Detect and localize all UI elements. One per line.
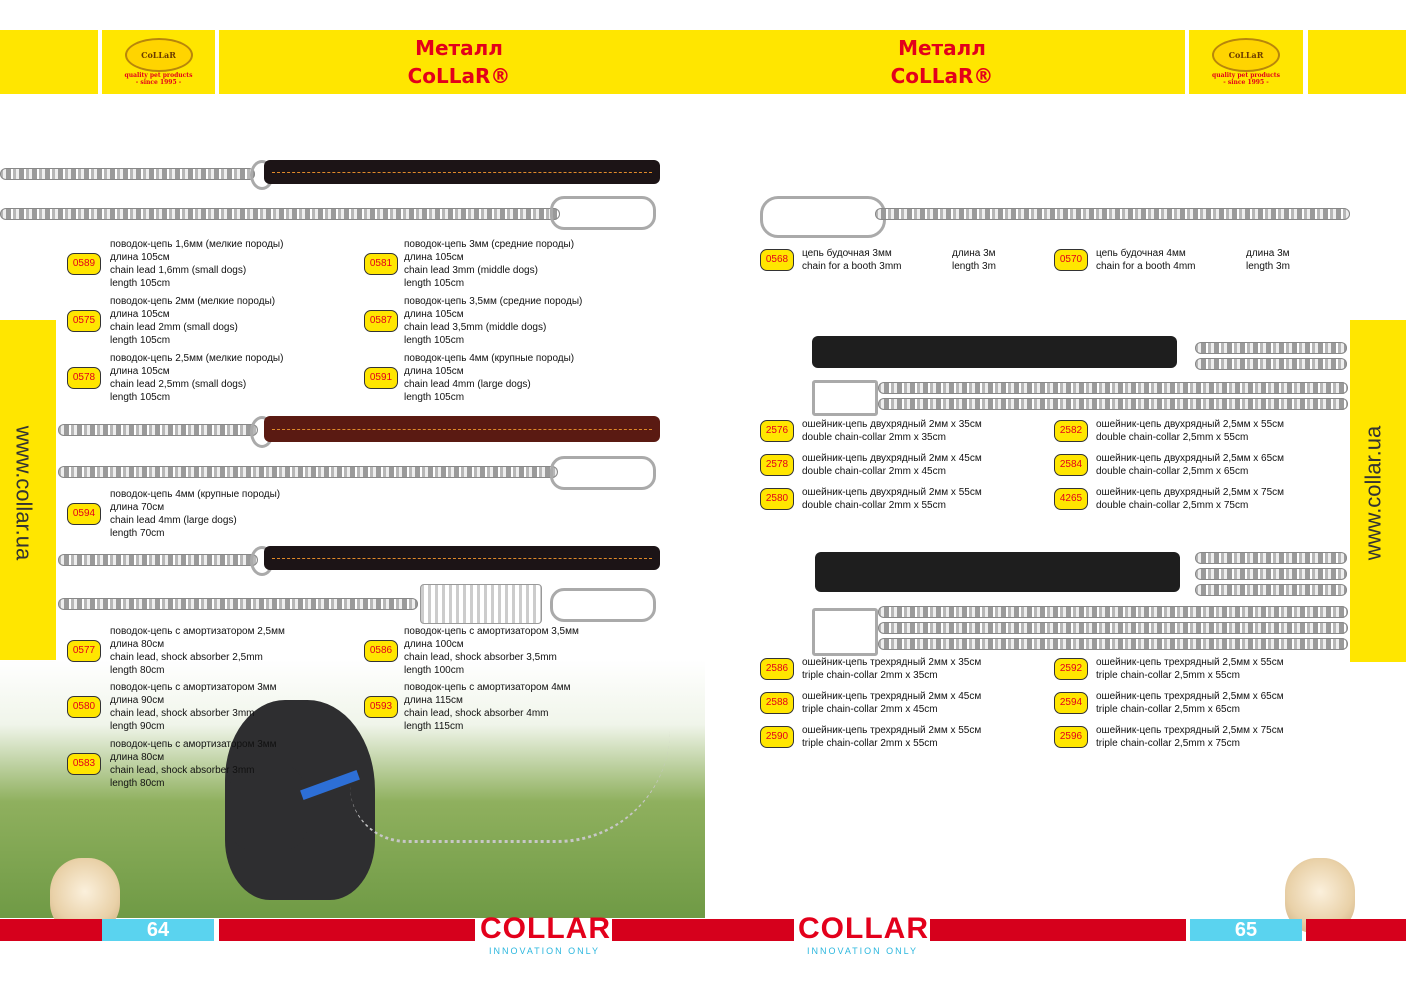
product-description: [802, 452, 982, 478]
product-code-badge: 2588: [760, 692, 794, 714]
snap-hook: [550, 588, 656, 622]
product-length: [1246, 247, 1290, 273]
description-line: длина 105см: [110, 309, 170, 320]
description-line: цепь будочная 3мм: [802, 248, 892, 259]
description-line: double chain-collar 2mm x 35cm: [802, 432, 946, 443]
description-line: ошейник-цепь трехрядный 2мм х 35см: [802, 657, 982, 668]
description-line: length 100cm: [404, 665, 465, 676]
product-description: [110, 738, 277, 790]
product-code-badge: 0589: [67, 253, 101, 275]
header-title-right: [699, 30, 1185, 94]
description-line: поводок-цепь 3,5мм (средние породы): [404, 296, 583, 307]
logo-tagline: quality pet products: [124, 72, 193, 79]
header-band-left-edge: [0, 30, 98, 94]
description-line: длина 105см: [404, 309, 464, 320]
description-line: triple chain-collar 2,5mm x 55cm: [1096, 670, 1240, 681]
description-line: поводок-цепь 4мм (крупные породы): [110, 489, 281, 500]
description-line: triple chain-collar 2mm x 35cm: [802, 670, 938, 681]
description-line: chain lead 2mm (small dogs): [110, 322, 238, 333]
product-description: [1096, 247, 1196, 273]
page-number-left: 64: [102, 919, 214, 941]
collar-buckle: [812, 380, 878, 416]
collar-leather-triple: [815, 552, 1180, 592]
brand-tagline-right: INNOVATION ONLY: [807, 946, 919, 956]
description-line: double chain-collar 2mm x 55cm: [802, 500, 946, 511]
description-line: triple chain-collar 2mm x 55cm: [802, 738, 938, 749]
logo-right: [1189, 30, 1303, 94]
collar-chain-row: [878, 638, 1348, 650]
product-code-badge: 0575: [67, 310, 101, 332]
collar-chain-row: [878, 606, 1348, 618]
product-code-badge: 2576: [760, 420, 794, 442]
description-line: chain for a booth 4mm: [1096, 261, 1196, 272]
brand-logo-left: COLLAR: [480, 912, 611, 945]
logo-emblem: CoLLaR: [125, 38, 193, 72]
collar-chain-row: [1195, 552, 1347, 564]
product-description: [802, 418, 982, 444]
chain-lead-image: [0, 208, 560, 220]
product-description: [110, 681, 277, 733]
description-line: triple chain-collar 2,5mm x 75cm: [1096, 738, 1240, 749]
description-line: длина 115см: [404, 695, 463, 706]
description-line: length 70cm: [110, 528, 165, 539]
product-description: [110, 352, 283, 404]
product-description: [1096, 724, 1284, 750]
collar-chain-row: [878, 382, 1348, 394]
description-line: length 80cm: [110, 778, 165, 789]
product-description: [404, 238, 574, 290]
description-line: длина 100см: [404, 639, 464, 650]
description-line: поводок-цепь 2мм (мелкие породы): [110, 296, 276, 307]
description-line: ошейник-цепь трехрядный 2мм х 45см: [802, 691, 982, 702]
product-code-badge: 2596: [1054, 726, 1088, 748]
description-line: chain lead 1,6mm (small dogs): [110, 265, 247, 276]
leather-handle-black: [264, 160, 660, 184]
description-line: chain lead, shock absorber 3mm: [110, 708, 255, 719]
product-code-badge: 0581: [364, 253, 398, 275]
description-line: length 115cm: [404, 721, 464, 732]
footer-bar-left-edge: [0, 919, 102, 941]
header-band-right-edge: [1308, 30, 1406, 94]
length-line: length 3m: [952, 261, 996, 272]
description-line: triple chain-collar 2mm x 45cm: [802, 704, 938, 715]
product-description: [802, 247, 902, 273]
product-description: [1096, 656, 1284, 682]
logo-emblem: CoLLaR: [1212, 38, 1280, 72]
description-line: ошейник-цепь двухрядный 2,5мм х 55см: [1096, 419, 1285, 430]
product-code-badge: 0577: [67, 640, 101, 662]
description-line: double chain-collar 2,5mm x 75cm: [1096, 500, 1249, 511]
description-line: длина 80см: [110, 752, 165, 763]
description-line: поводок-цепь 1,6мм (мелкие породы): [110, 239, 284, 250]
description-line: длина 90см: [110, 695, 165, 706]
product-description: [1096, 486, 1284, 512]
side-url-right: www.collar.ua: [1360, 425, 1386, 561]
description-line: поводок-цепь 2,5мм (мелкие породы): [110, 353, 284, 364]
product-code-badge: 0570: [1054, 249, 1088, 271]
header-title-left: [219, 30, 699, 94]
description-line: ошейник-цепь двухрядный 2мм х 55см: [802, 487, 982, 498]
page-number-right: 65: [1190, 919, 1302, 941]
description-line: length 105cm: [404, 335, 465, 346]
product-length: [952, 247, 996, 273]
footer-bar: [612, 919, 794, 941]
description-line: chain lead, shock absorber 2,5mm: [110, 652, 263, 663]
description-line: ошейник-цепь двухрядный 2,5мм х 65см: [1096, 453, 1285, 464]
product-description: [802, 656, 981, 682]
product-code-badge: 2584: [1054, 454, 1088, 476]
description-line: длина 105см: [404, 366, 464, 377]
description-line: поводок-цепь 4мм (крупные породы): [404, 353, 575, 364]
snap-hook: [760, 196, 886, 238]
description-line: поводок-цепь с амортизатором 3,5мм: [404, 626, 579, 637]
side-url-left: www.collar.ua: [11, 425, 37, 561]
description-line: chain lead, shock absorber 3mm: [110, 765, 255, 776]
collar-chain-row: [1195, 568, 1347, 580]
length-line: length 3m: [1246, 261, 1290, 272]
description-line: ошейник-цепь двухрядный 2мм х 35см: [802, 419, 982, 430]
chain-lead-image: [58, 424, 258, 436]
chain-lead-image: [0, 168, 255, 180]
description-line: ошейник-цепь трехрядный 2,5мм х 65см: [1096, 691, 1284, 702]
description-line: chain lead 3,5mm (middle dogs): [404, 322, 547, 333]
product-code-badge: 0587: [364, 310, 398, 332]
chain-lead-image: [58, 554, 258, 566]
description-line: chain for a booth 3mm: [802, 261, 902, 272]
description-line: double chain-collar 2,5mm x 65cm: [1096, 466, 1249, 477]
product-code-badge: 2590: [760, 726, 794, 748]
description-line: поводок-цепь с амортизатором 2,5мм: [110, 626, 285, 637]
product-code-badge: 0593: [364, 696, 398, 718]
description-line: ошейник-цепь трехрядный 2,5мм х 75см: [1096, 725, 1284, 736]
product-code-badge: 2594: [1054, 692, 1088, 714]
product-code-badge: 0594: [67, 503, 101, 525]
collar-chain-row: [1195, 584, 1347, 596]
side-bar-left: [0, 320, 56, 662]
product-description: [404, 295, 582, 347]
length-line: длина 3м: [1246, 248, 1290, 259]
description-line: length 105cm: [404, 278, 465, 289]
logo-left: [102, 30, 215, 94]
description-line: длина 105см: [110, 252, 170, 263]
title-line-1: Металл: [415, 36, 503, 60]
title-line-1: Металл: [898, 36, 986, 60]
description-line: length 105cm: [110, 335, 171, 346]
title-line-2: CoLLaR®: [890, 64, 994, 88]
description-line: цепь будочная 4мм: [1096, 248, 1186, 259]
product-description: [404, 352, 574, 404]
collar-leather-double: [812, 336, 1177, 368]
description-line: double chain-collar 2,5mm x 55cm: [1096, 432, 1249, 443]
product-code-badge: 4265: [1054, 488, 1088, 510]
shock-absorber-spring: [420, 584, 542, 624]
collar-chain-row: [1195, 342, 1347, 354]
product-description: [110, 488, 280, 540]
description-line: ошейник-цепь трехрядный 2мм х 55см: [802, 725, 982, 736]
description-line: chain lead 2,5mm (small dogs): [110, 379, 247, 390]
description-line: length 105cm: [404, 392, 465, 403]
title-line-2: CoLLaR®: [407, 64, 511, 88]
length-line: длина 3м: [952, 248, 996, 259]
brand-tagline-left: INNOVATION ONLY: [489, 946, 601, 956]
description-line: triple chain-collar 2,5mm x 65cm: [1096, 704, 1240, 715]
product-code-badge: 2586: [760, 658, 794, 680]
product-description: [110, 295, 275, 347]
product-code-badge: 0580: [67, 696, 101, 718]
product-description: [404, 681, 571, 733]
product-description: [802, 724, 981, 750]
product-description: [802, 486, 982, 512]
booth-chain-image: [875, 208, 1350, 220]
description-line: поводок-цепь с амортизатором 3мм: [110, 739, 277, 750]
footer-bar-right-edge: [1306, 919, 1406, 941]
product-description: [110, 238, 283, 290]
logo-since: - since 1995 -: [1223, 79, 1269, 86]
description-line: length 105cm: [110, 392, 171, 403]
leather-handle-black: [264, 546, 660, 570]
description-line: ошейник-цепь двухрядный 2мм х 45см: [802, 453, 982, 464]
logo-since: - since 1995 -: [135, 79, 182, 86]
product-description: [1096, 418, 1284, 444]
side-bar-right: [1350, 320, 1406, 662]
product-description: [1096, 452, 1284, 478]
product-code-badge: 2592: [1054, 658, 1088, 680]
snap-hook: [550, 196, 656, 230]
product-code-badge: 0583: [67, 753, 101, 775]
chain-lead-image: [58, 598, 418, 610]
description-line: chain lead 4mm (large dogs): [404, 379, 531, 390]
leather-handle-brown: [264, 416, 660, 442]
product-description: [802, 690, 981, 716]
description-line: поводок-цепь 3мм (средние породы): [404, 239, 575, 250]
product-description: [1096, 690, 1284, 716]
description-line: length 80cm: [110, 665, 165, 676]
description-line: chain lead, shock absorber 3,5mm: [404, 652, 557, 663]
description-line: length 90cm: [110, 721, 165, 732]
collar-buckle: [812, 608, 878, 656]
collar-chain-row: [1195, 358, 1347, 370]
logo-tagline: quality pet products: [1212, 72, 1280, 79]
collar-chain-row: [878, 398, 1348, 410]
brand-logo-right: COLLAR: [798, 912, 929, 945]
description-line: длина 105см: [404, 252, 464, 263]
description-line: length 105cm: [110, 278, 171, 289]
description-line: длина 70см: [110, 502, 165, 513]
description-line: поводок-цепь с амортизатором 3мм: [110, 682, 277, 693]
product-code-badge: 2582: [1054, 420, 1088, 442]
snap-hook: [550, 456, 656, 490]
product-code-badge: 0568: [760, 249, 794, 271]
product-description: [110, 625, 285, 677]
product-code-badge: 0586: [364, 640, 398, 662]
description-line: chain lead, shock absorber 4mm: [404, 708, 549, 719]
product-code-badge: 2580: [760, 488, 794, 510]
description-line: ошейник-цепь двухрядный 2,5мм х 75см: [1096, 487, 1285, 498]
footer-bar: [930, 919, 1186, 941]
footer-bar: [219, 919, 475, 941]
description-line: chain lead 3mm (middle dogs): [404, 265, 538, 276]
description-line: поводок-цепь с амортизатором 4мм: [404, 682, 571, 693]
description-line: длина 105см: [110, 366, 170, 377]
product-description: [404, 625, 579, 677]
description-line: double chain-collar 2mm x 45cm: [802, 466, 946, 477]
description-line: длина 80см: [110, 639, 165, 650]
collar-chain-row: [878, 622, 1348, 634]
description-line: ошейник-цепь трехрядный 2,5мм х 55см: [1096, 657, 1284, 668]
description-line: chain lead 4mm (large dogs): [110, 515, 237, 526]
product-code-badge: 2578: [760, 454, 794, 476]
chain-lead-image: [58, 466, 558, 478]
product-code-badge: 0591: [364, 367, 398, 389]
product-code-badge: 0578: [67, 367, 101, 389]
